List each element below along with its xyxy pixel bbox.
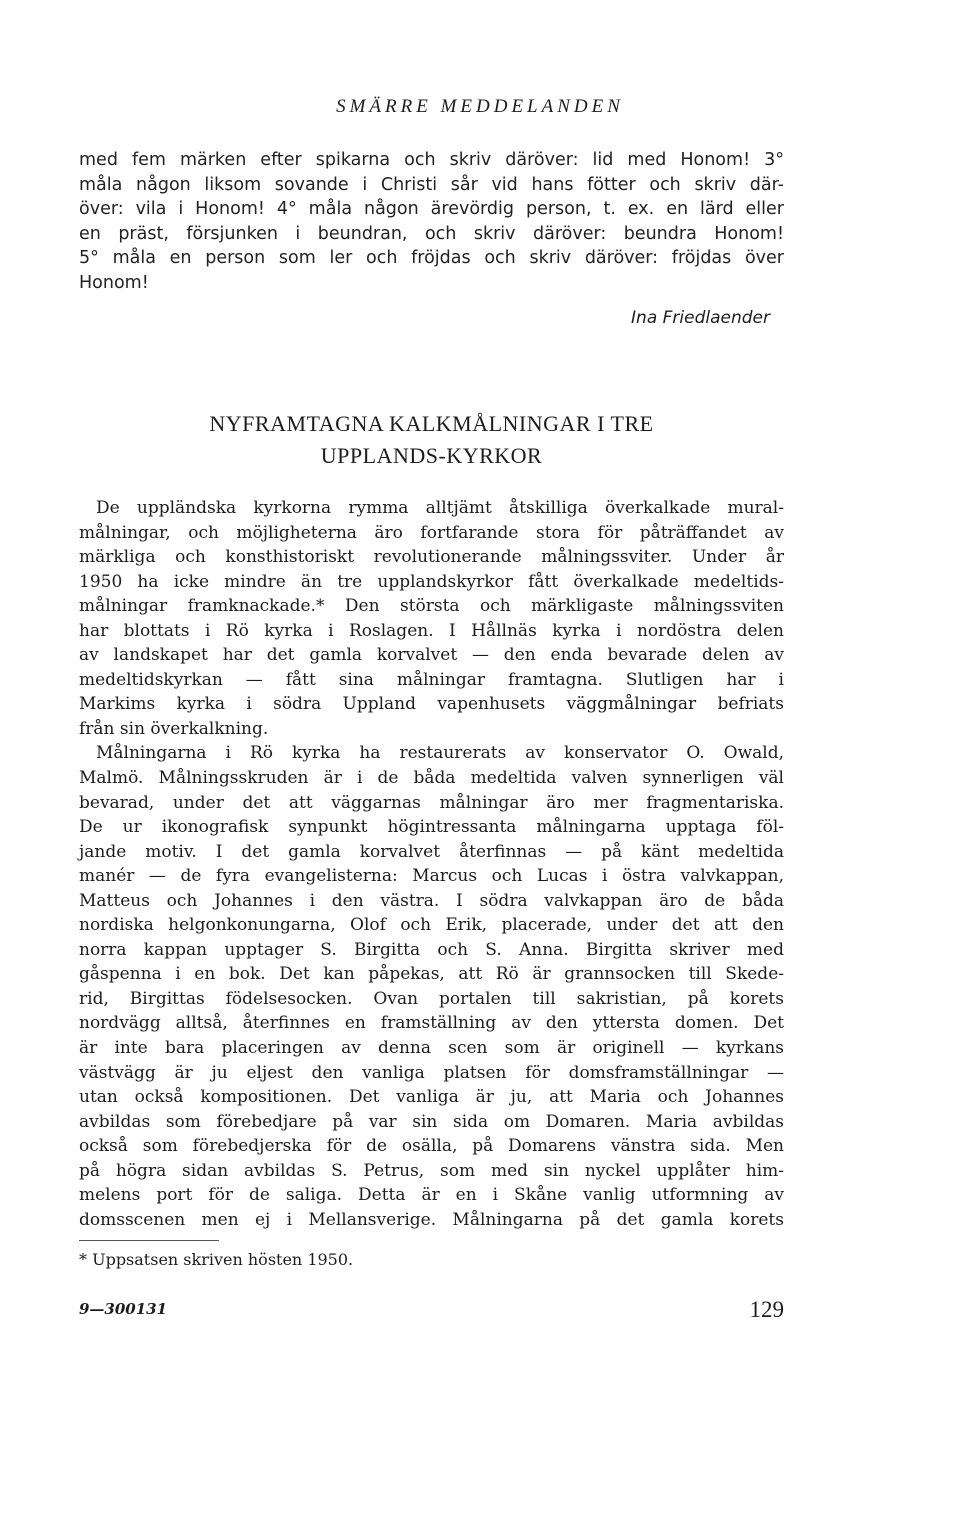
- text-line: måla någon liksom sovande i Christi sår vid hans fötter och skriv där-: [79, 174, 784, 195]
- text-line: en präst, försjunken i beundran, och skriv däröver: beundra Honom!: [79, 223, 784, 244]
- text-line: manér — de fyra evangelisterna: Marcus och Lucas i östra valvkappan,: [79, 866, 784, 887]
- text-line: målningar framknackade.* Den största och märkligaste målningssviten: [79, 596, 784, 617]
- text-line: avbildas som förebedjare på var sin sida om Domaren. Maria avbildas: [79, 1111, 784, 1132]
- text-line: medeltidskyrkan — fått sina målningar framtagna. Slutligen har i: [79, 669, 784, 690]
- text-line: melens port för de saliga. Detta är en i Skåne vanlig utformning av: [79, 1185, 784, 1206]
- text-line: västvägg är ju eljest den vanliga platsen för domsframställningar —: [79, 1062, 784, 1083]
- text-line: domsscenen men ej i Mellansverige. Målningarna på det gamla korets: [79, 1209, 784, 1230]
- text-line: med fem märken efter spikarna och skriv däröver: lid med Honom! 3°: [79, 150, 784, 170]
- text-line: bevarad, under det att väggarnas målningar äro mer fragmentariska.: [79, 792, 784, 813]
- text-line: från sin överkalkning.: [79, 718, 269, 739]
- text-line: nordvägg alltså, återfinnes en framställning av den yttersta domen. Det: [79, 1013, 784, 1034]
- text-line: nordiska helgonkonungarna, Olof och Erik, placerade, under det att den: [79, 915, 784, 936]
- running-head: SMÄRRE MEDDELANDEN: [336, 96, 624, 117]
- text-line: Honom!: [79, 272, 149, 293]
- text-line: på högra sidan avbildas S. Petrus, som med sin nyckel upplåter him-: [79, 1160, 784, 1181]
- text-line: Malmö. Målningsskruden är i de båda medeltida valven synnerligen väl: [79, 768, 784, 789]
- text-line: över: vila i Honom! 4° måla någon ärevördig person, t. ex. en lärd eller: [79, 199, 784, 219]
- text-line: jande motiv. I det gamla korvalvet återfinnas — på känt medeltida: [79, 841, 784, 862]
- text-line: Markims kyrka i södra Uppland vapenhusets väggmålningar befriats: [79, 694, 784, 715]
- article-body: [79, 496, 784, 1232]
- printer-signature: 9—300131: [79, 1300, 168, 1318]
- text-line: 1950 ha icke mindre än tre upplandskyrkor fått överkalkade medeltids-: [79, 571, 784, 592]
- text-line: rid, Birgittas födelsesocken. Ovan portalen till sakristian, på korets: [79, 988, 784, 1009]
- text-line: målningar, och möjligheterna äro fortfarande stora för påträffandet av: [79, 522, 784, 543]
- footnote-rule: [79, 1240, 219, 1241]
- author-signature: Ina Friedlaender: [631, 308, 770, 328]
- text-line: norra kappan upptager S. Birgitta och S. Anna. Birgitta skriver med: [79, 939, 784, 960]
- page-number: 129: [749, 1297, 784, 1322]
- text-line: gåspenna i en bok. Det kan påpekas, att Rö är grannsocken till Skede-: [79, 964, 784, 985]
- text-line: märkliga och konsthistoriskt revolutionerande målningssviter. Under år: [79, 547, 784, 568]
- text-line: är inte bara placeringen av denna scen som är originell — kyrkans: [79, 1038, 784, 1059]
- text-line: De ur ikonografisk synpunkt högintressanta målningarna upptaga föl-: [79, 817, 784, 838]
- footnote: * Uppsatsen skriven hösten 1950.: [79, 1250, 354, 1269]
- article-title: [79, 408, 784, 472]
- text-line: har blottats i Rö kyrka i Roslagen. I Hållnäs kyrka i nordöstra delen: [79, 620, 784, 641]
- text-line: av landskapet har det gamla korvalvet — den enda bevarade delen av: [79, 645, 784, 666]
- text-line: Målningarna i Rö kyrka ha restaurerats av konservator O. Owald,: [96, 743, 784, 764]
- text-line: Matteus och Johannes i den västra. I södra valvkappan äro de båda: [79, 890, 784, 911]
- text-line: De uppländska kyrkorna rymma alltjämt åtskilliga överkalkade mural-: [96, 498, 784, 518]
- text-line: också som förebedjerska för de osälla, på Domarens vänstra sida. Men: [79, 1136, 784, 1157]
- title-line-2: UPPLANDS-KYRKOR: [320, 443, 543, 468]
- previous-article-text: [79, 148, 784, 295]
- text-line: utan också kompositionen. Det vanliga är ju, att Maria och Johannes: [79, 1087, 784, 1108]
- title-line-1: NYFRAMTAGNA KALKMÅLNINGAR I TRE: [209, 411, 654, 436]
- text-line: 5° måla en person som ler och fröjdas och skriv däröver: fröjdas över: [79, 248, 784, 268]
